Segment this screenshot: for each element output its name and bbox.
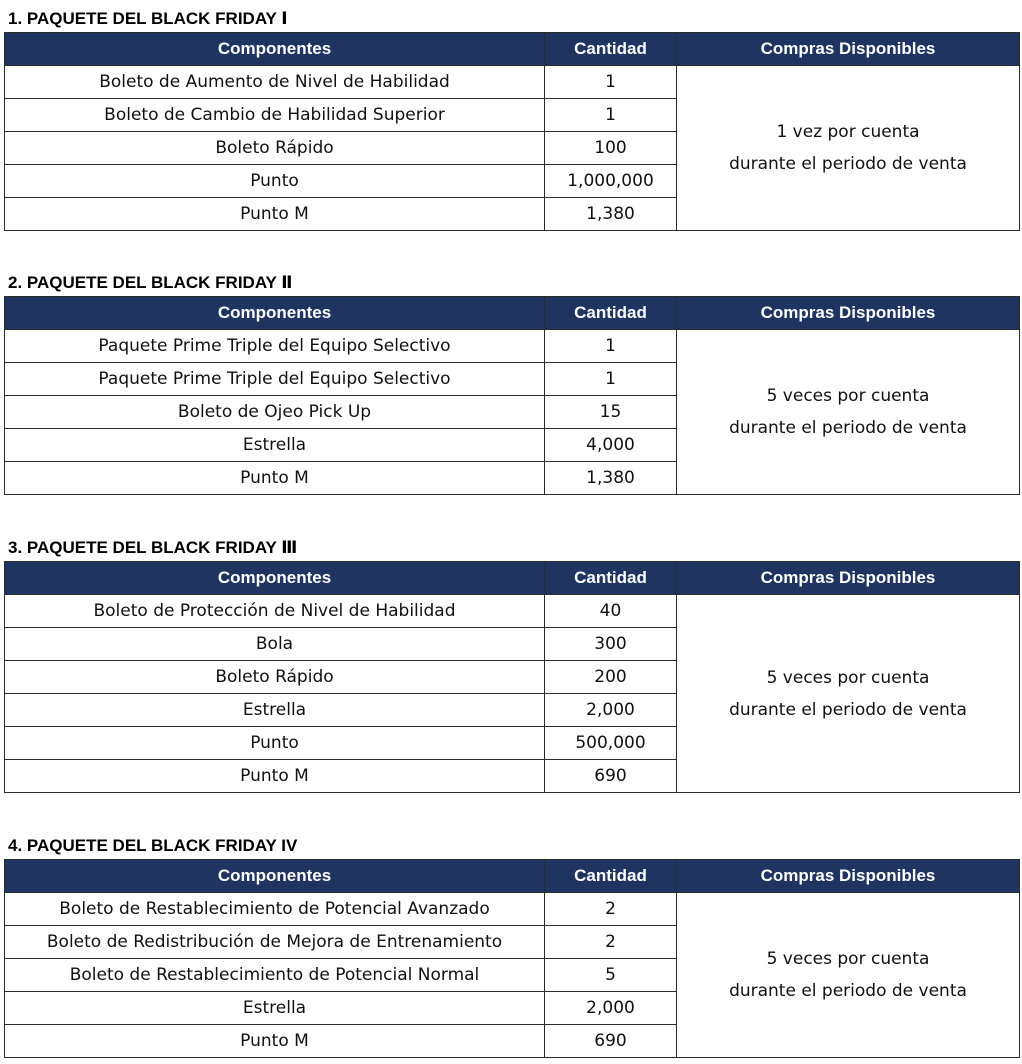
package-title: 4. PAQUETE DEL BLACK FRIDAY IV — [8, 836, 298, 855]
table-header-row — [5, 33, 1020, 66]
component-name: Boleto de Ojeo Pick Up — [5, 396, 545, 429]
component-name: Punto — [5, 727, 545, 760]
component-name: Paquete Prime Triple del Equipo Selectivo — [5, 363, 545, 396]
package-title: 2. PAQUETE DEL BLACK FRIDAY Ⅱ — [8, 273, 293, 292]
purchase-limit-line1: 5 veces por cuenta — [766, 386, 930, 406]
table-row — [5, 330, 1020, 363]
component-quantity: 5 — [545, 959, 677, 992]
component-name: Punto M — [5, 462, 545, 495]
component-quantity: 2 — [545, 893, 677, 926]
package-title: 3. PAQUETE DEL BLACK FRIDAY Ⅲ — [8, 538, 298, 557]
table-row — [5, 893, 1020, 926]
component-quantity: 200 — [545, 661, 677, 694]
component-name: Paquete Prime Triple del Equipo Selectivo — [5, 330, 545, 363]
purchase-limit-line2: durante el periodo de venta — [729, 981, 967, 1001]
component-quantity: 4,000 — [545, 429, 677, 462]
purchase-limit — [677, 595, 1020, 793]
component-quantity: 300 — [545, 628, 677, 661]
component-quantity: 500,000 — [545, 727, 677, 760]
table-header-row — [5, 562, 1020, 595]
purchase-limit-line1: 1 vez por cuenta — [776, 122, 920, 142]
component-quantity: 690 — [545, 760, 677, 793]
component-quantity: 1 — [545, 99, 677, 132]
component-quantity: 1 — [545, 363, 677, 396]
table-header-row — [5, 860, 1020, 893]
component-name: Punto — [5, 165, 545, 198]
component-name: Punto M — [5, 760, 545, 793]
package-table — [4, 859, 1020, 1058]
package-table — [4, 296, 1020, 495]
purchase-limit-line2: durante el periodo de venta — [729, 699, 967, 720]
quantity-header: Cantidad — [545, 297, 677, 330]
component-name: Boleto de Restablecimiento de Potencial Avanzado — [5, 893, 545, 926]
component-name: Estrella — [5, 694, 545, 727]
quantity-header: Cantidad — [545, 860, 677, 893]
purchase-limit-line1: 5 veces por cuenta — [766, 667, 930, 688]
component-quantity: 2,000 — [545, 694, 677, 727]
purchases-header: Compras Disponibles — [677, 860, 1020, 893]
component-name: Boleto Rápido — [5, 661, 545, 694]
component-quantity: 690 — [545, 1025, 677, 1058]
table-row — [5, 595, 1020, 628]
component-name: Boleto de Aumento de Nivel de Habilidad — [5, 66, 545, 99]
package-table — [4, 561, 1020, 793]
component-quantity: 100 — [545, 132, 677, 165]
purchase-limit — [677, 330, 1020, 495]
components-header: Componentes — [5, 860, 545, 893]
component-name: Boleto de Protección de Nivel de Habilidad — [5, 595, 545, 628]
component-quantity: 1,380 — [545, 198, 677, 231]
component-quantity: 1,380 — [545, 462, 677, 495]
purchase-limit — [677, 66, 1020, 231]
component-quantity: 1 — [545, 330, 677, 363]
purchases-header: Compras Disponibles — [677, 33, 1020, 66]
purchase-limit-line1: 5 veces por cuenta — [766, 949, 930, 969]
quantity-header: Cantidad — [545, 562, 677, 595]
table-header-row — [5, 297, 1020, 330]
purchases-header: Compras Disponibles — [677, 562, 1020, 595]
purchase-limit-line2: durante el periodo de venta — [729, 418, 967, 438]
component-name: Boleto Rápido — [5, 132, 545, 165]
component-name: Punto M — [5, 198, 545, 231]
component-name: Estrella — [5, 992, 545, 1025]
component-quantity: 15 — [545, 396, 677, 429]
components-header: Componentes — [5, 33, 545, 66]
component-quantity: 2 — [545, 926, 677, 959]
component-name: Boleto de Cambio de Habilidad Superior — [5, 99, 545, 132]
component-quantity: 1 — [545, 66, 677, 99]
purchase-limit — [677, 893, 1020, 1058]
component-name: Estrella — [5, 429, 545, 462]
components-header: Componentes — [5, 297, 545, 330]
component-name: Punto M — [5, 1025, 545, 1058]
table-row — [5, 66, 1020, 99]
component-quantity: 40 — [545, 595, 677, 628]
package-table — [4, 32, 1020, 231]
purchase-limit-line2: durante el periodo de venta — [729, 154, 967, 174]
quantity-header: Cantidad — [545, 33, 677, 66]
purchases-header: Compras Disponibles — [677, 297, 1020, 330]
component-name: Boleto de Redistribución de Mejora de Entrenamiento — [5, 926, 545, 959]
component-quantity: 1,000,000 — [545, 165, 677, 198]
component-name: Boleto de Restablecimiento de Potencial Normal — [5, 959, 545, 992]
component-quantity: 2,000 — [545, 992, 677, 1025]
component-name: Bola — [5, 628, 545, 661]
components-header: Componentes — [5, 562, 545, 595]
package-title: 1. PAQUETE DEL BLACK FRIDAY Ⅰ — [8, 9, 288, 28]
